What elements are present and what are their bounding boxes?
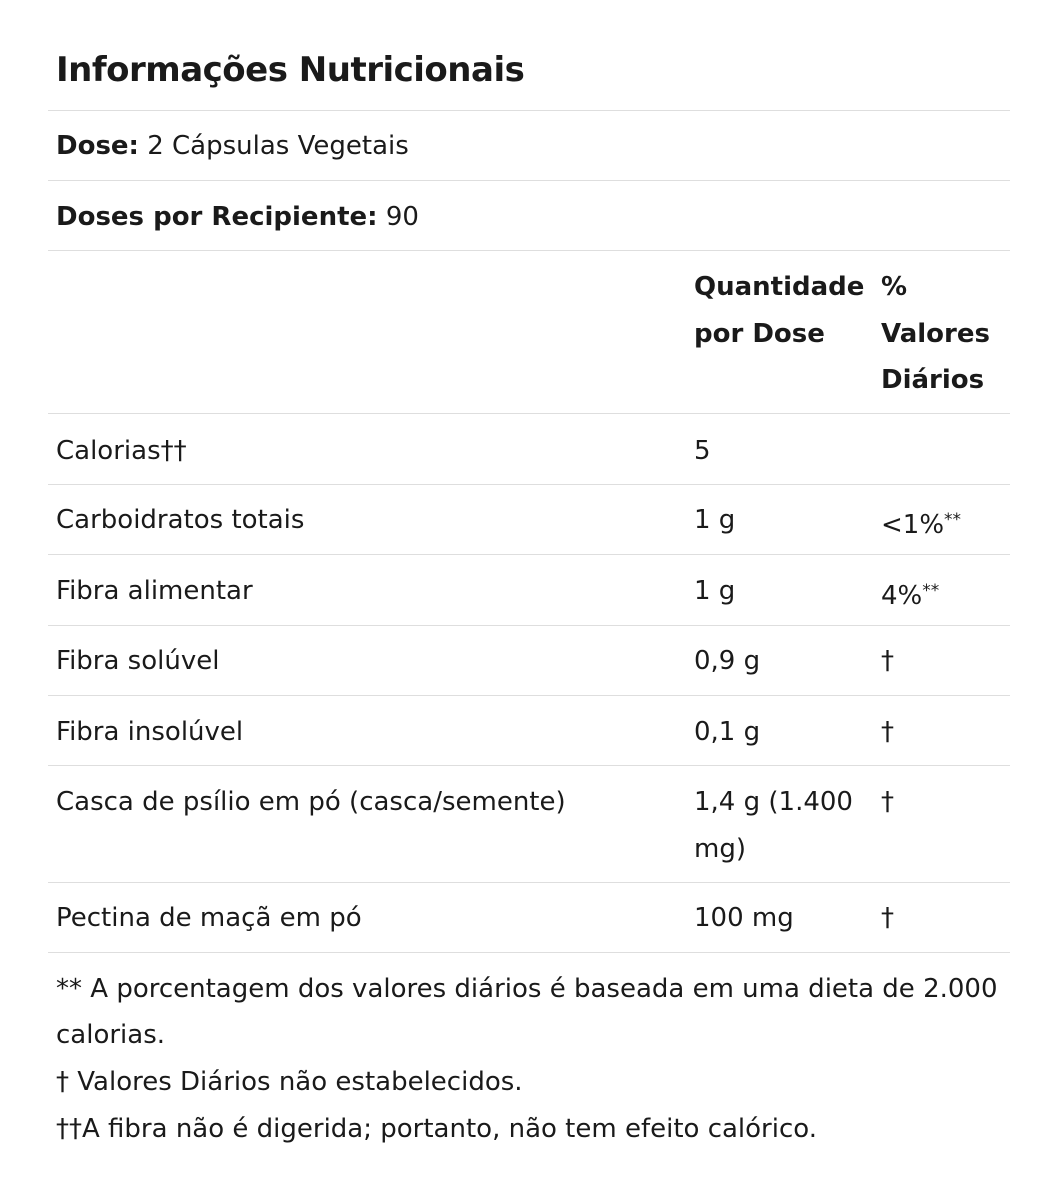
daily-value-footnote-mark: ** [922,581,940,601]
row-daily-value: † [881,646,894,676]
divider [48,180,1010,181]
row-name: Pectina de maçã em pó [56,903,362,933]
page-title: Informações Nutricionais [56,50,525,90]
divider [48,250,1010,251]
row-amount: 0,9 g [694,646,761,676]
header-amount-line2: por Dose [694,319,825,349]
row-amount-continued: mg) [694,834,746,864]
daily-value-percent: 4% [881,581,923,611]
row-name: Calorias†† [56,436,187,466]
footnote-dagger: † Valores Diários não estabelecidos. [56,1067,523,1097]
row-daily-value: † [881,787,894,817]
header-dv-line3: Diários [881,365,985,395]
servings-per-container-value: 90 [385,202,419,232]
divider [48,695,1010,696]
divider [48,952,1010,953]
divider [48,882,1010,883]
divider [48,110,1010,111]
row-amount: 100 mg [694,903,794,933]
row-name: Carboidratos totais [56,505,305,535]
row-amount: 1 g [694,505,736,535]
divider [48,625,1010,626]
row-amount: 1,4 g (1.400 [694,787,853,817]
row-amount: 5 [694,436,711,466]
row-name: Casca de psílio em pó (casca/semente) [56,787,566,817]
row-daily-value [881,568,939,619]
daily-value-footnote-mark: ** [944,510,962,530]
divider [48,765,1010,766]
row-name: Fibra alimentar [56,576,253,606]
row-daily-value: † [881,717,894,747]
header-amount-line1: Quantidade [694,272,865,302]
row-name: Fibra solúvel [56,646,220,676]
row-name: Fibra insolúvel [56,717,244,747]
row-daily-value: † [881,903,894,933]
header-dv-line1: % [881,272,908,302]
row-daily-value [881,497,961,548]
servings-per-container [56,194,419,240]
daily-value-percent: <1% [881,510,945,540]
footnote-daily-value-line1: ** A porcentagem dos valores diários é baseada em uma dieta de 2.000 [56,974,998,1004]
divider [48,413,1010,414]
row-amount: 0,1 g [694,717,761,747]
serving-size-label: Dose: [56,131,139,161]
divider [48,484,1010,485]
row-amount: 1 g [694,576,736,606]
footnote-daily-value-line2: calorias. [56,1020,166,1050]
serving-size [56,123,409,169]
divider [48,554,1010,555]
serving-size-value: 2 Cápsulas Vegetais [147,131,409,161]
footnote-double-dagger: ††A fibra não é digerida; portanto, não tem efeito calórico. [56,1114,817,1144]
servings-per-container-label: Doses por Recipiente: [56,202,378,232]
header-dv-line2: Valores [881,319,990,349]
